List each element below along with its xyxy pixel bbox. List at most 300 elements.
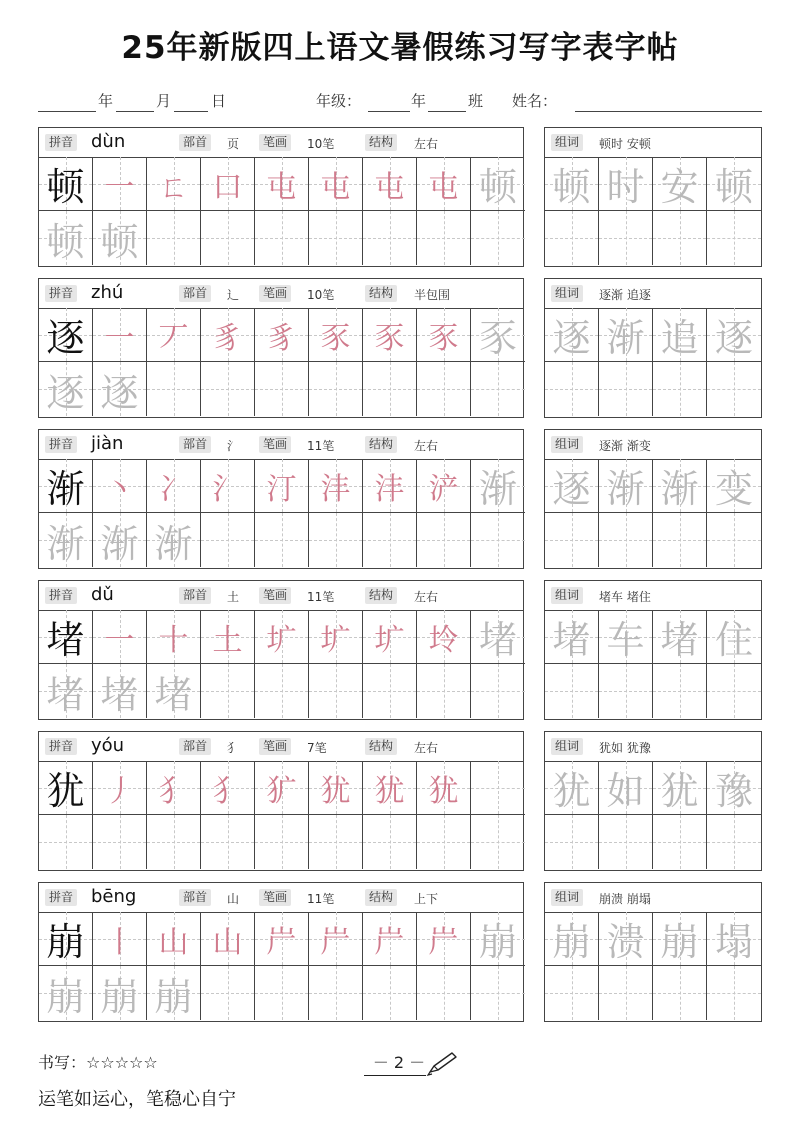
writing-cell[interactable] [39, 513, 93, 567]
writing-cell[interactable] [39, 308, 93, 362]
stroke-order-character: 屵 [428, 924, 459, 960]
radical-value: 山 [227, 892, 240, 906]
writing-cell[interactable] [201, 211, 255, 265]
writing-cell[interactable] [147, 211, 201, 265]
writing-cell[interactable] [363, 815, 417, 869]
writing-cell[interactable] [417, 815, 471, 869]
writing-cell[interactable] [309, 459, 363, 513]
word-trace-character: 堵 [660, 618, 699, 662]
writing-cell[interactable] [201, 912, 255, 966]
writing-cell[interactable] [147, 157, 201, 211]
word-cell[interactable] [653, 966, 707, 1020]
character-info-header [39, 883, 523, 913]
writing-cell[interactable] [93, 513, 147, 567]
structure-tag: 结构 [365, 587, 397, 604]
character-info-header [39, 279, 523, 309]
day-blank[interactable] [174, 111, 208, 112]
word-cell[interactable] [653, 513, 707, 567]
writing-cell[interactable] [471, 362, 525, 416]
radical-tag: 部首 [179, 738, 211, 755]
writing-cell[interactable] [363, 761, 417, 815]
day-label: 日 [211, 92, 227, 110]
writing-cell[interactable] [363, 459, 417, 513]
trace-character: 渐 [154, 521, 193, 566]
pinyin-tag: 拼音 [45, 285, 77, 302]
writing-cell[interactable] [201, 308, 255, 362]
writing-cell[interactable] [417, 513, 471, 567]
word-cell[interactable] [599, 610, 653, 664]
word-practice-box [544, 127, 762, 267]
writing-cell[interactable] [39, 761, 93, 815]
trace-character: 堵 [100, 672, 139, 717]
word-cell[interactable] [707, 966, 761, 1020]
word-cell[interactable] [599, 966, 653, 1020]
word-practice-box [544, 580, 762, 720]
practice-box [38, 731, 524, 871]
stroke-order-character: 犹 [428, 773, 459, 809]
stroke-order-character: 土 [212, 622, 243, 658]
writing-cell[interactable] [39, 664, 93, 718]
word-cell[interactable] [653, 912, 707, 966]
word-cell[interactable] [707, 157, 761, 211]
word-practice-box [544, 278, 762, 418]
word-header [545, 732, 761, 762]
writing-cell[interactable] [201, 513, 255, 567]
word-cell[interactable] [545, 459, 599, 513]
word-cell[interactable] [707, 815, 761, 869]
writing-cell[interactable] [147, 761, 201, 815]
grade-label: 年级： [316, 92, 362, 110]
character-info-header [39, 732, 523, 762]
structure-value: 半包围 [414, 288, 451, 302]
model-character: 逐 [46, 316, 85, 360]
stroke-order-character: 沣 [374, 471, 405, 507]
name-blank[interactable] [575, 111, 762, 112]
word-header [545, 883, 761, 913]
word-cell[interactable] [599, 211, 653, 265]
writing-cell[interactable] [147, 308, 201, 362]
structure-value: 上下 [414, 892, 439, 906]
writing-cell[interactable] [255, 966, 309, 1020]
trace-character: 顿 [46, 219, 85, 264]
writing-cell[interactable] [39, 815, 93, 869]
stroke-order-character: 圹 [374, 622, 405, 658]
character-practice-row [38, 278, 762, 418]
stroke-order-character: 氵 [212, 471, 243, 507]
word-cell[interactable] [653, 815, 707, 869]
word-cell[interactable] [707, 362, 761, 416]
writing-cell[interactable] [93, 211, 147, 265]
writing-cell[interactable] [201, 761, 255, 815]
stroke-order-character: ㄈ [158, 169, 189, 205]
stroke-order-character: 豕 [374, 320, 405, 356]
stroke-order-character: 豸 [212, 320, 243, 356]
trace-character: 堵 [154, 672, 193, 717]
writing-cell[interactable] [255, 610, 309, 664]
writing-cell[interactable] [309, 211, 363, 265]
writing-cell[interactable] [417, 211, 471, 265]
structure-tag: 结构 [365, 889, 397, 906]
writing-cell[interactable] [417, 362, 471, 416]
word-cell[interactable] [653, 362, 707, 416]
radical-tag: 部首 [179, 889, 211, 906]
trace-character: 堵 [478, 618, 517, 662]
structure-value: 左右 [414, 137, 439, 151]
word-cell[interactable] [653, 610, 707, 664]
word-cell[interactable] [599, 362, 653, 416]
class-label: 班 [468, 92, 484, 110]
writing-cell[interactable] [147, 664, 201, 718]
writing-cell[interactable] [471, 966, 525, 1020]
radical-value: 土 [227, 590, 240, 604]
practice-box [38, 429, 524, 569]
writing-cell[interactable] [471, 815, 525, 869]
words-value: 顿时 安顿 [599, 137, 651, 151]
word-trace-character: 住 [714, 618, 753, 662]
word-trace-character: 犹 [660, 769, 699, 813]
practice-box [38, 127, 524, 267]
word-trace-character: 逐 [714, 316, 753, 360]
word-cell[interactable] [545, 157, 599, 211]
strokes-value: 11笔 [307, 439, 335, 453]
writing-cell[interactable] [417, 459, 471, 513]
writing-cell[interactable] [147, 459, 201, 513]
words-tag: 组词 [551, 738, 583, 755]
word-cell[interactable] [653, 459, 707, 513]
radical-tag: 部首 [179, 285, 211, 302]
word-trace-character: 车 [606, 618, 645, 662]
strokes-value: 11笔 [307, 892, 335, 906]
stroke-order-character: 沣 [320, 471, 351, 507]
year-label: 年 [98, 92, 114, 110]
word-cell[interactable] [707, 761, 761, 815]
writing-cell[interactable] [255, 815, 309, 869]
word-trace-character: 溃 [606, 920, 645, 964]
stroke-order-character: 坽 [428, 622, 459, 658]
word-trace-character: 如 [606, 769, 645, 813]
writing-cell[interactable] [255, 157, 309, 211]
writing-cell[interactable] [93, 459, 147, 513]
word-cell[interactable] [653, 211, 707, 265]
strokes-value: 10笔 [307, 288, 335, 302]
year-blank[interactable] [38, 111, 96, 112]
word-cell[interactable] [707, 912, 761, 966]
word-cell[interactable] [707, 211, 761, 265]
stroke-order-character: 圹 [266, 622, 297, 658]
writing-cell[interactable] [363, 966, 417, 1020]
writing-cell[interactable] [255, 912, 309, 966]
model-character: 顿 [46, 165, 85, 209]
writing-cell[interactable] [363, 513, 417, 567]
word-cell[interactable] [545, 610, 599, 664]
writing-cell[interactable] [363, 610, 417, 664]
writing-cell[interactable] [471, 459, 525, 513]
stroke-order-character: 屵 [320, 924, 351, 960]
model-character: 堵 [46, 618, 85, 662]
writing-cell[interactable] [363, 362, 417, 416]
radical-tag: 部首 [179, 436, 211, 453]
trace-character: 顿 [100, 219, 139, 264]
writing-cell[interactable] [147, 362, 201, 416]
writing-cell[interactable] [471, 513, 525, 567]
stroke-order-character: 屯 [428, 169, 459, 205]
stroke-order-character: 山 [158, 924, 189, 960]
writing-cell[interactable] [255, 211, 309, 265]
stroke-order-character: 圹 [320, 622, 351, 658]
word-cell[interactable] [599, 815, 653, 869]
word-cell[interactable] [545, 664, 599, 718]
writing-cell[interactable] [471, 912, 525, 966]
writing-cell[interactable] [201, 610, 255, 664]
writing-cell[interactable] [255, 362, 309, 416]
writing-cell[interactable] [201, 664, 255, 718]
motto: 运笔如运心，笔稳心自宁 [38, 1089, 236, 1110]
word-cell[interactable] [653, 761, 707, 815]
pinyin-tag: 拼音 [45, 134, 77, 151]
trace-character: 崩 [478, 920, 517, 964]
stroke-order-character: 屯 [374, 169, 405, 205]
page-number: － 2 － [372, 1053, 426, 1072]
writing-cell[interactable] [417, 912, 471, 966]
stroke-order-character: 丶 [104, 471, 135, 507]
writing-cell[interactable] [147, 966, 201, 1020]
trace-character: 堵 [46, 672, 85, 717]
word-trace-character: 逐 [552, 316, 591, 360]
writing-cell[interactable] [39, 157, 93, 211]
character-practice-row [38, 429, 762, 569]
pinyin-value: yóu [91, 735, 125, 756]
writing-cell[interactable] [39, 362, 93, 416]
writing-cell[interactable] [255, 664, 309, 718]
writing-cell[interactable] [255, 459, 309, 513]
word-cell[interactable] [545, 308, 599, 362]
writing-cell[interactable] [201, 966, 255, 1020]
writing-cell[interactable] [201, 362, 255, 416]
strokes-tag: 笔画 [259, 285, 291, 302]
writing-cell[interactable] [417, 966, 471, 1020]
class-blank[interactable] [428, 111, 466, 112]
strokes-tag: 笔画 [259, 134, 291, 151]
writing-cell[interactable] [93, 664, 147, 718]
writing-cell[interactable] [93, 966, 147, 1020]
writing-cell[interactable] [39, 211, 93, 265]
word-practice-box [544, 731, 762, 871]
pinyin-value: dùn [91, 131, 126, 152]
word-cell[interactable] [653, 157, 707, 211]
writing-cell[interactable] [417, 610, 471, 664]
writing-cell[interactable] [417, 761, 471, 815]
stroke-order-character: 汀 [266, 471, 297, 507]
stroke-order-character: 山 [212, 924, 243, 960]
writing-cell[interactable] [39, 912, 93, 966]
radical-value: 页 [227, 137, 240, 151]
stroke-order-character: 口 [212, 169, 243, 205]
stroke-order-character: 丿 [104, 773, 135, 809]
trace-character: 崩 [100, 974, 139, 1019]
writing-cell[interactable] [417, 157, 471, 211]
word-trace-character: 崩 [552, 920, 591, 964]
writing-cell[interactable] [309, 912, 363, 966]
writing-cell[interactable] [147, 815, 201, 869]
writing-cell[interactable] [471, 610, 525, 664]
word-cell[interactable] [599, 308, 653, 362]
month-blank[interactable] [116, 111, 154, 112]
word-cell[interactable] [707, 308, 761, 362]
model-character: 崩 [46, 920, 85, 964]
trace-character: 豕 [478, 316, 517, 360]
writing-cell[interactable] [147, 610, 201, 664]
word-cell[interactable] [545, 513, 599, 567]
writing-cell[interactable] [201, 157, 255, 211]
word-header [545, 279, 761, 309]
writing-cell[interactable] [363, 308, 417, 362]
writing-cell[interactable] [201, 459, 255, 513]
writing-cell[interactable] [255, 308, 309, 362]
writing-cell[interactable] [147, 912, 201, 966]
stroke-order-character: 屵 [266, 924, 297, 960]
words-value: 逐渐 追逐 [599, 288, 651, 302]
model-character: 犹 [46, 769, 85, 813]
word-header [545, 581, 761, 611]
word-cell[interactable] [545, 362, 599, 416]
word-cell[interactable] [707, 513, 761, 567]
word-practice-box [544, 429, 762, 569]
writing-cell[interactable] [39, 610, 93, 664]
writing-cell[interactable] [39, 459, 93, 513]
word-cell[interactable] [599, 157, 653, 211]
word-cell[interactable] [545, 761, 599, 815]
word-trace-character: 变 [714, 467, 753, 511]
practice-box [38, 882, 524, 1022]
pinyin-tag: 拼音 [45, 587, 77, 604]
strokes-tag: 笔画 [259, 587, 291, 604]
writing-cell[interactable] [93, 761, 147, 815]
writing-cell[interactable] [363, 157, 417, 211]
writing-cell[interactable] [471, 157, 525, 211]
writing-cell[interactable] [93, 610, 147, 664]
writing-cell[interactable] [471, 664, 525, 718]
words-value: 犹如 犹豫 [599, 741, 651, 755]
writing-cell[interactable] [363, 912, 417, 966]
strokes-tag: 笔画 [259, 738, 291, 755]
stroke-order-character: 一 [104, 169, 135, 205]
writing-cell[interactable] [255, 761, 309, 815]
words-value: 崩溃 崩塌 [599, 892, 651, 906]
strokes-value: 7笔 [307, 741, 327, 755]
character-practice-row [38, 580, 762, 720]
word-cell[interactable] [545, 815, 599, 869]
words-tag: 组词 [551, 889, 583, 906]
page-title: 25年新版四上语文暑假练习写字表字帖 [121, 30, 679, 66]
writing-cell[interactable] [93, 362, 147, 416]
pinyin-value: jiàn [91, 433, 124, 454]
character-info-header [39, 581, 523, 611]
character-practice-row [38, 731, 762, 871]
word-cell[interactable] [599, 912, 653, 966]
writing-cell[interactable] [309, 815, 363, 869]
word-trace-character: 逐 [552, 467, 591, 511]
word-trace-character: 顿 [714, 165, 753, 209]
trace-character: 渐 [46, 521, 85, 566]
word-cell[interactable] [545, 211, 599, 265]
word-trace-character: 渐 [606, 316, 645, 360]
word-cell[interactable] [707, 610, 761, 664]
trace-character: 崩 [154, 974, 193, 1019]
grade-year-label: 年 [411, 92, 427, 110]
stroke-order-character: 十 [158, 622, 189, 658]
radical-tag: 部首 [179, 134, 211, 151]
writing-cell[interactable] [417, 308, 471, 362]
words-tag: 组词 [551, 587, 583, 604]
writing-cell[interactable] [363, 211, 417, 265]
writing-cell[interactable] [93, 308, 147, 362]
character-info-header [39, 430, 523, 460]
radical-tag: 部首 [179, 587, 211, 604]
trace-character: 崩 [46, 974, 85, 1019]
pinyin-value: bēng [91, 886, 137, 907]
writing-cell[interactable] [363, 664, 417, 718]
grade-blank[interactable] [368, 111, 410, 112]
strokes-tag: 笔画 [259, 436, 291, 453]
writing-cell[interactable] [309, 513, 363, 567]
writing-cell[interactable] [309, 362, 363, 416]
word-cell[interactable] [653, 664, 707, 718]
stroke-order-character: 屯 [266, 169, 297, 205]
words-value: 堵车 堵住 [599, 590, 651, 604]
writing-cell[interactable] [147, 513, 201, 567]
trace-character: 顿 [478, 165, 517, 209]
pinyin-tag: 拼音 [45, 889, 77, 906]
writing-cell[interactable] [255, 513, 309, 567]
word-cell[interactable] [599, 761, 653, 815]
word-cell[interactable] [599, 664, 653, 718]
writing-cell[interactable] [309, 610, 363, 664]
writing-cell[interactable] [471, 211, 525, 265]
word-cell[interactable] [599, 459, 653, 513]
writing-cell[interactable] [309, 966, 363, 1020]
word-trace-character: 顿 [552, 165, 591, 209]
writing-cell[interactable] [309, 664, 363, 718]
writing-cell[interactable] [309, 308, 363, 362]
writing-cell[interactable] [39, 966, 93, 1020]
writing-cell[interactable] [471, 308, 525, 362]
stroke-order-character: 浐 [428, 471, 459, 507]
writing-cell[interactable] [93, 912, 147, 966]
structure-value: 左右 [414, 741, 439, 755]
word-cell[interactable] [707, 664, 761, 718]
word-trace-character: 安 [660, 165, 699, 209]
stroke-order-character: 犭 [158, 773, 189, 809]
writing-cell[interactable] [309, 761, 363, 815]
word-cell[interactable] [653, 308, 707, 362]
writing-cell[interactable] [93, 815, 147, 869]
word-cell[interactable] [545, 966, 599, 1020]
writing-rating: 书写：☆☆☆☆☆ [38, 1053, 158, 1072]
practice-box [38, 278, 524, 418]
word-cell[interactable] [599, 513, 653, 567]
word-cell[interactable] [545, 912, 599, 966]
writing-cell[interactable] [93, 157, 147, 211]
words-tag: 组词 [551, 134, 583, 151]
writing-cell[interactable] [417, 664, 471, 718]
practice-box [38, 580, 524, 720]
writing-cell[interactable] [201, 815, 255, 869]
word-cell[interactable] [707, 459, 761, 513]
trace-character: 逐 [46, 370, 85, 415]
writing-cell[interactable] [471, 761, 525, 815]
writing-cell[interactable] [309, 157, 363, 211]
stroke-order-character: 犹 [320, 773, 351, 809]
